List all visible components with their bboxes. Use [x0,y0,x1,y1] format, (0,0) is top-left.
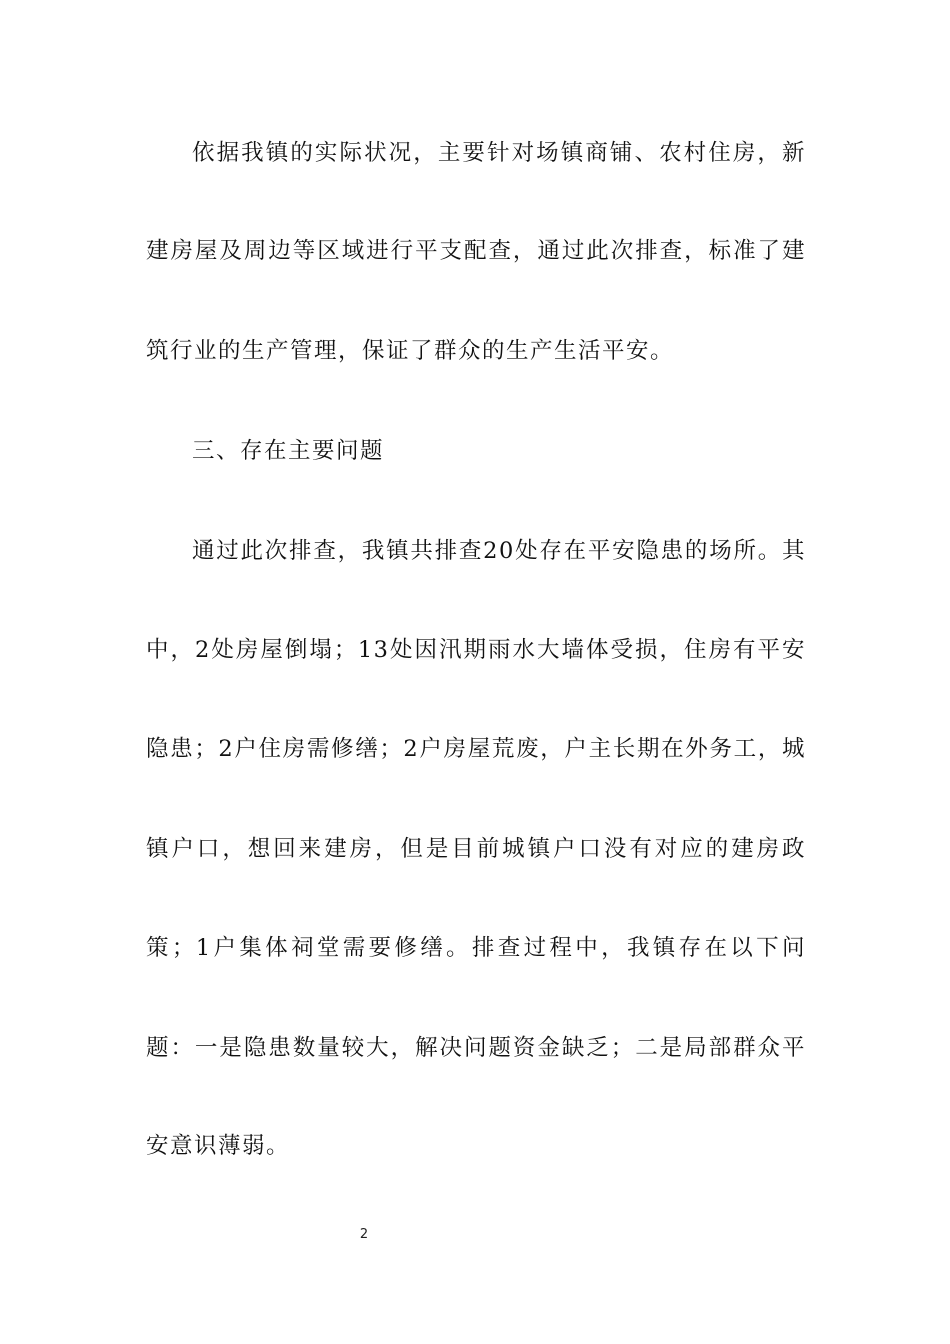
paragraph-1-line-2: 建房屋及周边等区域进行平支配查，通过此次排查，标准了建 [146,238,806,264]
page-number: 2 [359,1227,369,1242]
paragraph-2-line-5: 策；1户集体祠堂需要修缮。排查过程中，我镇存在以下问 [146,935,806,961]
paragraph-1-line-1: 依据我镇的实际状况，主要针对场镇商铺、农村住房，新 [192,140,806,166]
paragraph-2-line-4: 镇户口，想回来建房，但是目前城镇户口没有对应的建房政 [146,836,806,862]
paragraph-1-line-3: 筑行业的生产管理，保证了群众的生产生活平安。 [146,338,675,364]
paragraph-2-line-2: 中，2处房屋倒塌；13处因汛期雨水大墙体受损，住房有平安 [146,637,806,663]
paragraph-2-line-3: 隐患；2户住房需修缮；2户房屋荒废，户主长期在外务工，城 [146,736,806,762]
paragraph-2-line-6: 题：一是隐患数量较大，解决问题资金缺乏；二是局部群众平 [146,1035,806,1061]
paragraph-2-line-7: 安意识薄弱。 [146,1133,291,1159]
section-heading: 三、存在主要问题 [192,438,385,464]
paragraph-2-line-1: 通过此次排查，我镇共排查20处存在平安隐患的场所。其 [192,538,806,564]
